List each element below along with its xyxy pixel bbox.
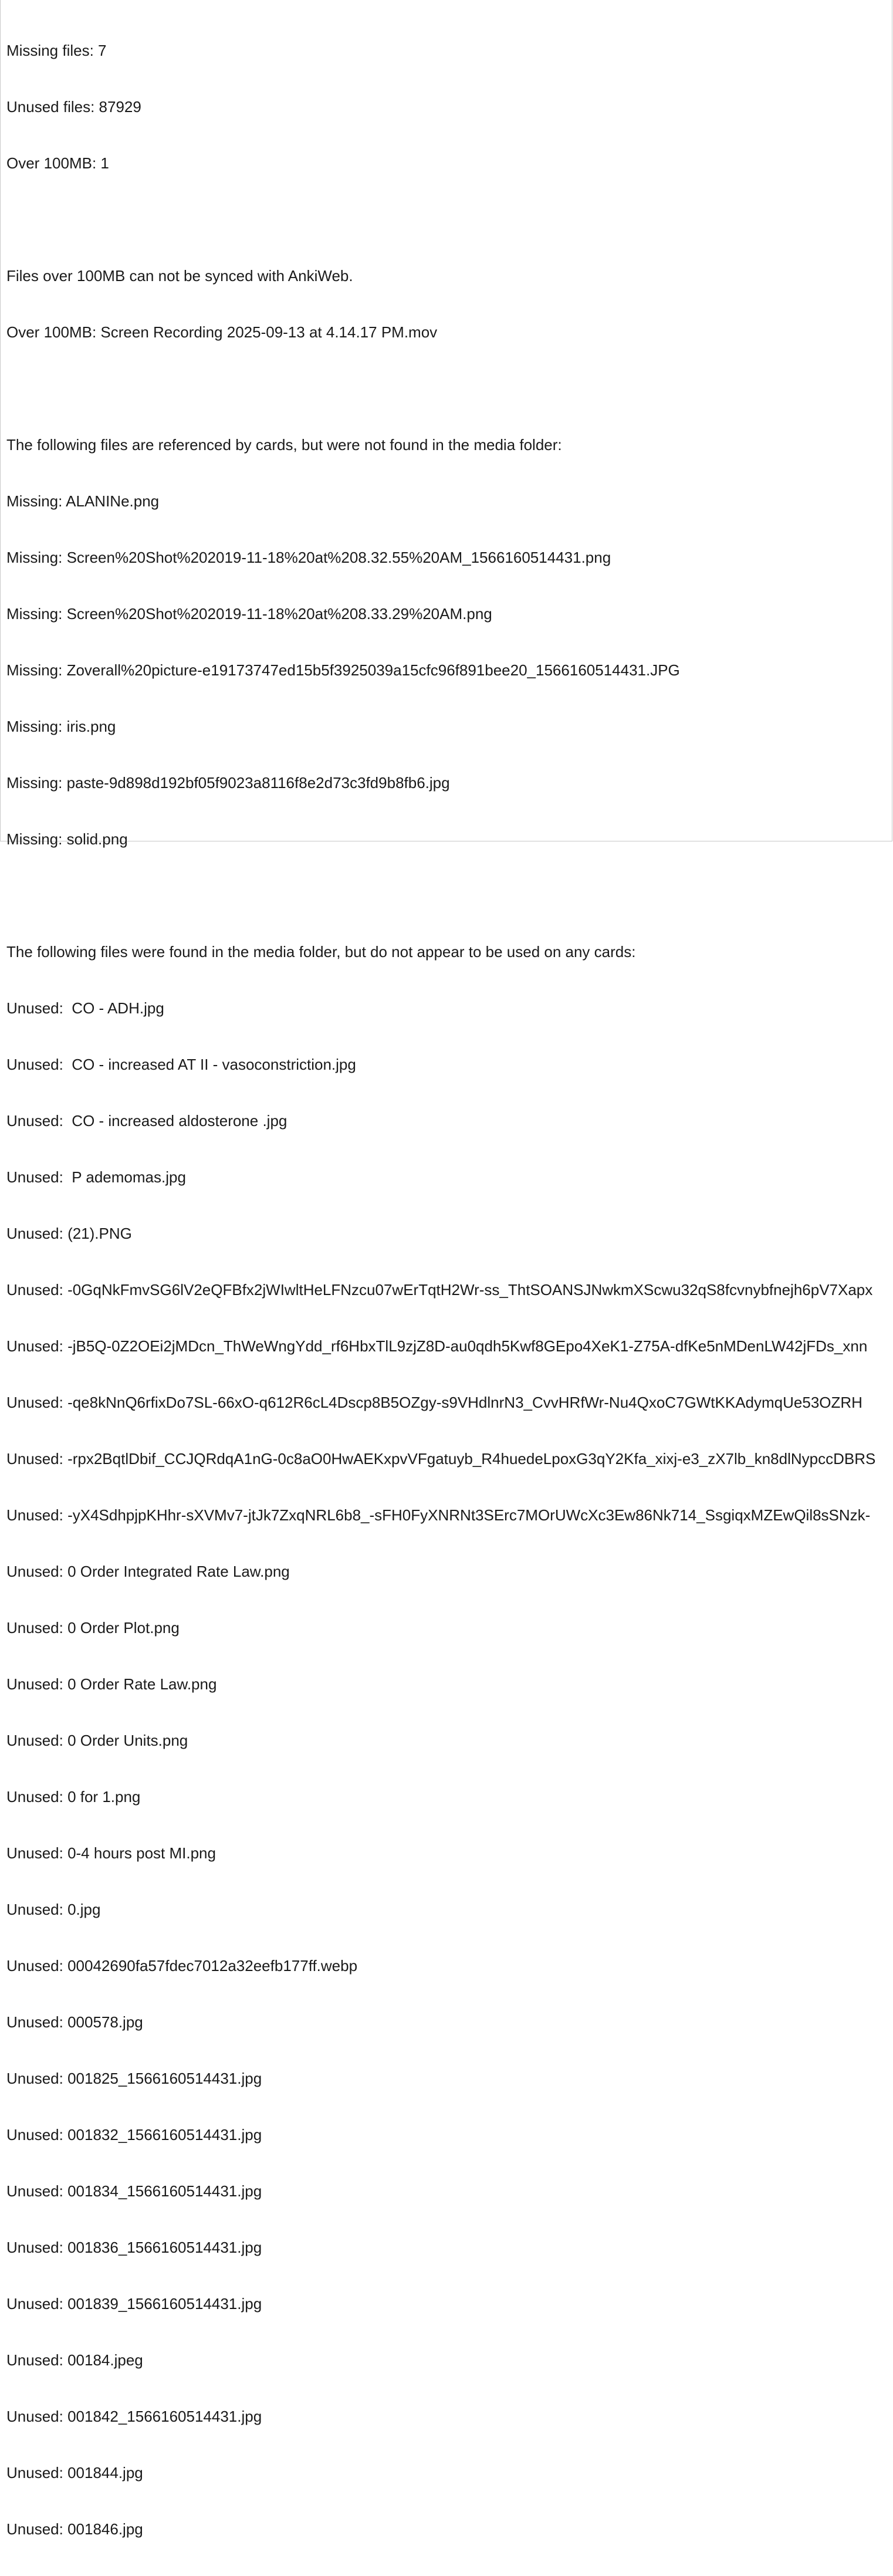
over-100mb-file: Over 100MB: Screen Recording 2025-09-13 at 4.14.17 PM.mov: [6, 323, 438, 341]
unused-item: Unused: 0 for 1.png: [6, 1788, 141, 1806]
unused-item: Unused: -yX4SdhpjpKHhr-sXVMv7-jtJk7ZxqNRL6b8_-sFH0FyXNRNt3SErc7MOrUWcXc3Ew86Nk714_SsgiqxMZEwQil8sSNzk-: [6, 1506, 871, 1524]
media-check-report: [6, 4, 892, 2576]
summary-over-100mb: Over 100MB: 1: [6, 154, 109, 172]
unused-item: Unused: 001839_1566160514431.jpg: [6, 2295, 262, 2313]
unused-item: Unused: 001834_1566160514431.jpg: [6, 2182, 262, 2200]
unused-item: Unused: 0 Order Rate Law.png: [6, 1675, 217, 1693]
unused-item: Unused: 00184.jpeg: [6, 2351, 143, 2369]
unused-item: Unused: 0.jpg: [6, 1901, 101, 1918]
unused-item: Unused: -jB5Q-0Z2OEi2jMDcn_ThWeWngYdd_rf6HbxTlL9zjZ8D-au0qdh5Kwf8GEpo4XeK1-Z75A-dfKe5nMDenLW42jFDs_xnn: [6, 1337, 868, 1355]
unused-item: Unused: 0 Order Plot.png: [6, 1619, 180, 1637]
spacer: [6, 379, 892, 398]
unused-item: Unused: 000578.jpg: [6, 2013, 143, 2031]
summary-missing: Missing files: 7: [6, 42, 107, 59]
unused-item: Unused: P ademomas.jpg: [6, 1168, 186, 1186]
missing-item: Missing: ALANINe.png: [6, 492, 160, 510]
missing-item: Missing: solid.png: [6, 830, 128, 848]
unused-item: Unused: 001832_1566160514431.jpg: [6, 2126, 262, 2144]
unused-item: Unused: CO - ADH.jpg: [6, 999, 164, 1017]
unused-item: Unused: 00042690fa57fdec7012a32eefb177ff.webp: [6, 1957, 358, 1975]
missing-item: Missing: paste-9d898d192bf05f9023a8116f8e2d73c3fd9b8fb6.jpg: [6, 774, 450, 792]
unused-item: Unused: 0 Order Units.png: [6, 1732, 188, 1749]
unused-heading: The following files were found in the media folder, but do not appear to be used on any cards:: [6, 943, 636, 961]
unused-item: Unused: CO - increased AT II - vasoconstriction.jpg: [6, 1056, 356, 1073]
unused-item: Unused: CO - increased aldosterone .jpg: [6, 1112, 287, 1130]
unused-item: Unused: 001842_1566160514431.jpg: [6, 2408, 262, 2425]
missing-item: Missing: Screen%20Shot%202019-11-18%20at%208.32.55%20AM_1566160514431.png: [6, 549, 611, 566]
spacer: [6, 886, 892, 905]
unused-item: Unused: 001836_1566160514431.jpg: [6, 2239, 262, 2256]
unused-item: Unused: -rpx2BqtlDbif_CCJQRdqA1nG-0c8aO0HwAEKxpvVFgatuyb_R4huedeLpoxG3qY2Kfa_xixj-e3_zX7lb_kn8dlNypccDBRS: [6, 1450, 876, 1468]
unused-item: Unused: -qe8kNnQ6rfixDo7SL-66xO-q612R6cL4Dscp8B5OZgy-s9VHdlnrN3_CvvHRfWr-Nu4QxoC7GWtKKAdymqUe53OZRH: [6, 1394, 862, 1411]
missing-item: Missing: iris.png: [6, 718, 116, 735]
unused-item: Unused: -0GqNkFmvSG6lV2eQFBfx2jWIwltHeLFNzcu07wErTqtH2Wr-ss_ThtSOANSJNwkmXScwu32qS8fcvnybfnejh6pV7Xapx: [6, 1281, 873, 1299]
unused-item: Unused: 001844.jpg: [6, 2464, 143, 2482]
unused-item: Unused: 0-4 hours post MI.png: [6, 1844, 216, 1862]
unused-item: Unused: 001846.jpg: [6, 2520, 143, 2538]
unused-item: Unused: 001825_1566160514431.jpg: [6, 2070, 262, 2087]
missing-item: Missing: Zoverall%20picture-e19173747ed15b5f3925039a15cfc96f891bee20_1566160514431.JPG: [6, 661, 680, 679]
summary-unused: Unused files: 87929: [6, 98, 141, 116]
over-100mb-note: Files over 100MB can not be synced with AnkiWeb.: [6, 267, 353, 285]
unused-item: Unused: 0 Order Integrated Rate Law.png: [6, 1563, 290, 1580]
missing-heading: The following files are referenced by cards, but were not found in the media folder:: [6, 436, 562, 454]
spacer: [6, 210, 892, 229]
unused-item: Unused: (21).PNG: [6, 1225, 132, 1242]
missing-item: Missing: Screen%20Shot%202019-11-18%20at%208.33.29%20AM.png: [6, 605, 492, 623]
